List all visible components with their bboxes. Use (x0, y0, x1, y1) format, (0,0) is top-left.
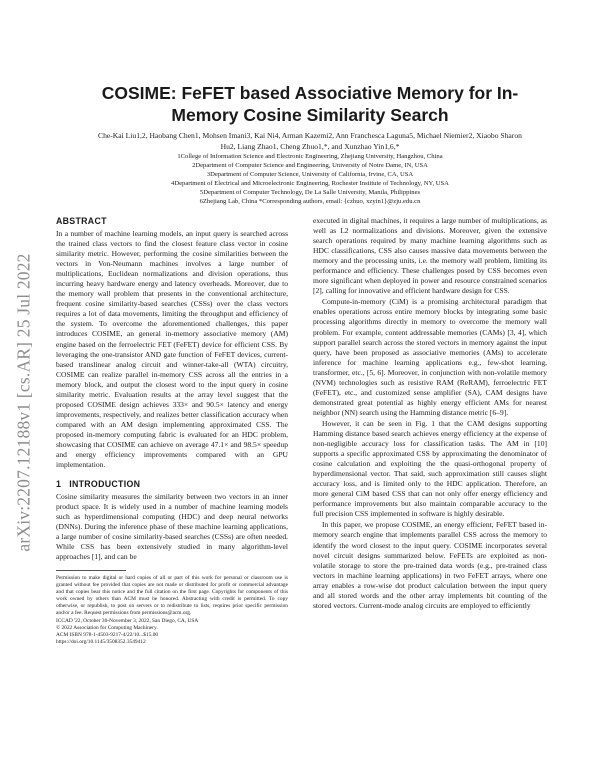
introduction-paragraph: However, it can be seen in Fig. 1 that the CAM designs supporting Hamming distance based search achieves energy efficiency at the expense of non-negligible accuracy loss for classification tasks. The AM in [10] supports a specific approximated CSS by approximating the denominator of cosine calculation and exploiting the the quasi-orthogonal property of hyperdimensional vector. That said, such approximation still causes slight accuracy loss, and is limited only to the HDC application. Therefore, an more general CiM based CSS that can not only offer energy efficiency and performance improvements but also maintain comparable accuracy to the full precision CSS implemented in software is highly desirable. (313, 418, 547, 519)
arxiv-identifier-text: arXiv:2207.12188v1 [cs.AR] 25 Jul 2022 (13, 252, 34, 552)
right-column (313, 216, 547, 611)
introduction-paragraph: Compute-in-memory (CiM) is a promising architectural paradigm that enables operations across entire memory blocks by integrating some basic processing algorithms directly in memory to overcome the memory wall problem. For example, content addressable memories (CAMs) [3, 4], which support parallel search across the stored vectors in memory against the input query, have been proposed as associative memories (AMs) to accelerate inference for machine learning applications e.g., few-shot learning, transformer, etc., [5, 6]. Moreover, in conjunction with non-volatile memory (NVM) technologies such as resistive RAM (ReRAM), ferroelectric FET (FeFET), etc., and customized sense amplifier (SA), CAM designs have demonstrated great potential as highly energy efficient AMs for nearest neighbor (NN) search using the Hamming distance metric [6–9]. (313, 297, 547, 417)
isbn-line: ACM ISBN 978-1-4503-9217-4/22/10...$15.00 (56, 632, 159, 639)
permission-notice: Permission to make digital or hard copies of all or part of this work for personal or classroom use is granted without fee provided that copies are not made or distributed for profit or commercial advantage and that copies bear this notice and the full citation on the first page. Copyrights for components of this work owned by others than ACM must be honored. Abstracting with credit is permitted. To copy otherwise, or republish, to post on servers or to redistribute to lists, requires prior specific permission and/or a fee. Request permissions from permissions@acm.org. (56, 575, 288, 617)
venue-line: ICCAD '22, October 30-November 3, 2022, San Diego, CA, USA (56, 618, 199, 625)
affiliation: 2Department of Computer Science and Engineering, University of Notre Dame, IN, USA (192, 161, 428, 169)
introduction-paragraph: Cosine similarity measures the similarity between two vectors in an inner product space. It is widely used in a number of machine learning models such as hyperdimensional computing (HDC) and deep neural networks (DNNs). During the inference phase of these machine learning applications, a large number of cosine similarity-based searches (CSSs) are often needed. While CSS has been extensively studied in many algorithm-level approaches [1], and can be (56, 492, 288, 562)
affiliation: 4Department of Electrical and Microelectronic Engineering, Rochester Institute of Technology, NY, USA (171, 179, 449, 187)
affiliation: 5Department of Computer Technology, De La Salle University, Manila, Philippines (199, 188, 421, 196)
doi-link[interactable]: https://doi.org/10.1145/3508352.3549412 (56, 639, 146, 646)
introduction-heading (56, 479, 288, 489)
section-title: INTRODUCTION (69, 479, 141, 490)
affiliation: 6Zhejiang Lab, China *Corresponding authors, email: {czhuo, xzyin1}@zju.edu.cn (199, 197, 421, 205)
section-number: 1 (56, 479, 62, 490)
affiliation: 3Department of Computer Science, University of California, Irvine, CA, USA (206, 170, 414, 178)
affiliation: 1College of Information Science and Electronic Engineering, Zhejiang University, Hangzhou, China (177, 153, 443, 160)
introduction-paragraph: executed in digital machines, it requires a large number of multiplications, as well as L2 normalizations and divisions. Moreover, given the extensive search operations required by many machine learning algorithms such as HDC classifications, CSS also causes massive data movements between the memory and the processing units, i.e. the memory wall problem, limiting its performance and efficiency. These challenges posed by CSS becomes even more significant when deployed in power and resource constrained scenarios [2], calling for innovative and efficient hardware design for CSS. (313, 216, 547, 296)
footnote-separator (56, 570, 126, 571)
affiliation-list (90, 153, 530, 206)
introduction-paragraph: In this paper, we propose COSIME, an energy efficient, FeFET based in-memory search engine that implements parallel CSS across the memory to identify the word closest to the input query. COSIME incorporates several novel circuit designs summarized below. FeFETs are exploited as non-volatile storage to store the pre-trained data words (e.g., pre-trained class vectors in machine learning applications) in two FeFET arrays, where one array enables a row-wise dot product calculation between the input query and all stored words and the other array implements bit counting of the stored vectors. Current-mode analog circuits are employed to efficiently (313, 520, 547, 610)
paper-title: COSIME: FeFET based Associative Memory for In-Memory Cosine Similarity Search (101, 83, 519, 125)
abstract-heading: ABSTRACT (56, 216, 107, 226)
arxiv-identifier (9, 210, 39, 594)
author-list: Che-Kai Liu1,2, Haobang Chen1, Mohsen Imani3, Kai Ni4, Arman Kazemi2, Ann Franchesca Laguna5, Michael Niemier2, Xiaobo Sharon Hu2, Liang Zhao1, Cheng Zhuo1,*, and Xunzhao Yin1,6,* (98, 131, 522, 151)
abstract-text: In a number of machine learning models, an input query is searched across the trained class vectors to find the closest feature class vector in cosine similarity metric. However, performing the cosine similarities between the vectors in Von-Neumann machines involves a large number of multiplications, Euclidean normalizations and division operations, thus incurring heavy hardware energy and latency overheads. Moreover, due to the memory wall problem that presents in the conventional architecture, frequent cosine similarity-based searches (CSSs) over the class vectors requires a lot of data movements, limiting the throughput and efficiency of the system. To overcome the aforementioned challenges, this paper introduces COSIME, an general in-memory associative memory (AM) engine based on the ferroelectric FET (FeFET) device for efficient CSS. By leveraging the one-transistor AND gate function of FeFET devices, current-based translinear analog circuit and winner-take-all (WTA) circuitry, COSIME can realize parallel in-memory CSS across all the entries in a memory block, and output the closest word to the input query in cosine similarity metric. Evaluation results at the array level suggest that the proposed COSIME design achieves 333× and 90.5× latency and energy improvements, respectively, and realizes better classification accuracy when compared with an AM design implementing approximated CSS. The proposed in-memory computing fabric is evaluated for an HDC problem, showcasing that COSIME can achieve on average 47.1× and 98.5× speedup and energy efficiency improvements compared with an GPU implementation. (56, 229, 288, 470)
copyright-line: © 2022 Association for Computing Machinery. (56, 625, 158, 632)
left-column (56, 216, 288, 646)
